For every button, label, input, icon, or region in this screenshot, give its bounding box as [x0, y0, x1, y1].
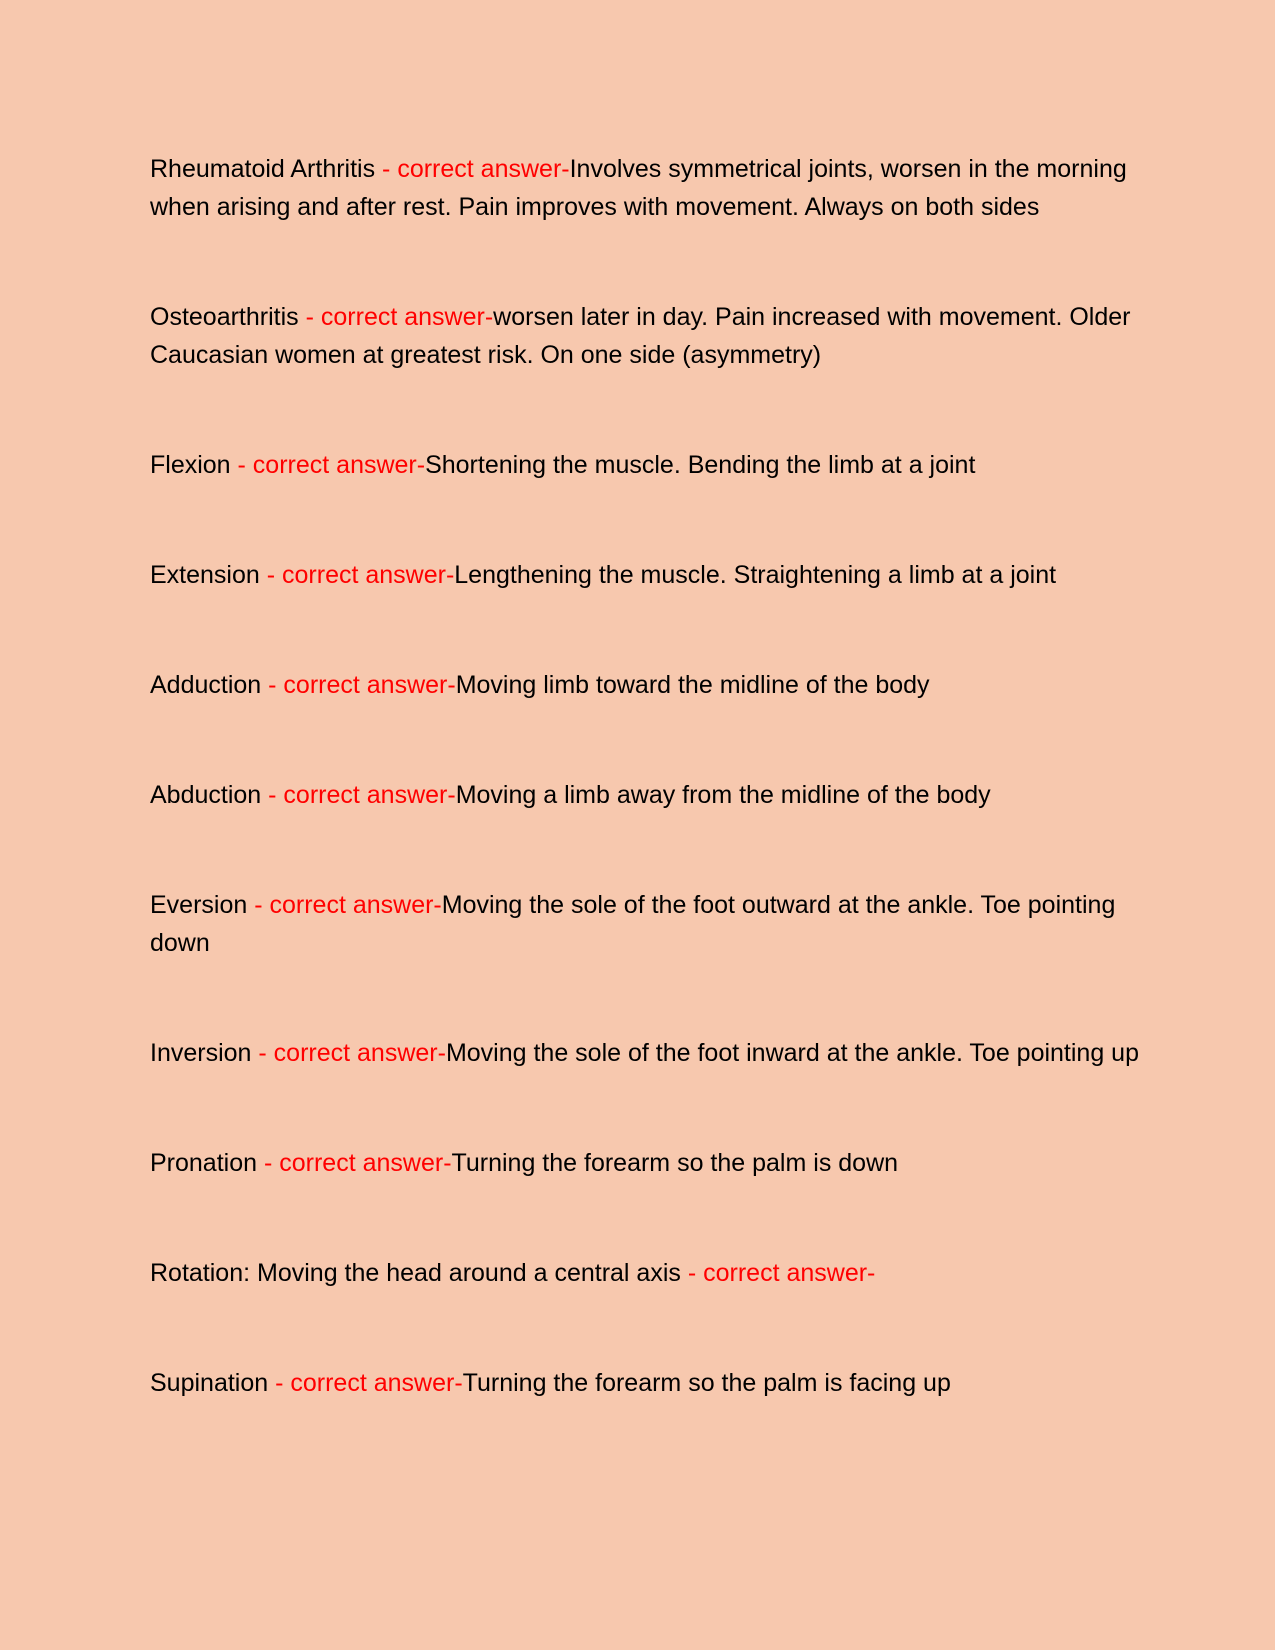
qa-entry-extension: [150, 556, 1140, 594]
entry-term: Inversion: [150, 1039, 252, 1067]
document-page: [150, 150, 1140, 1402]
qa-entry-adduction: [150, 666, 1140, 704]
correct-answer-marker: - correct answer-: [375, 155, 570, 183]
qa-entry-rheumatoid-arthritis: [150, 150, 1140, 226]
correct-answer-marker: - correct answer-: [298, 303, 494, 331]
qa-entry-osteoarthritis: [150, 298, 1140, 374]
entry-term: Adduction: [150, 671, 262, 699]
entry-answer: Turning the forearm so the palm is down: [451, 1149, 899, 1177]
correct-answer-marker: - correct answer-: [268, 1369, 463, 1397]
entry-term: Eversion: [150, 891, 248, 919]
correct-answer-marker: - correct answer-: [261, 781, 456, 809]
entry-answer: Moving limb toward the midline of the body: [455, 671, 930, 699]
entry-term: Pronation: [150, 1149, 258, 1177]
entry-answer: Lengthening the muscle. Straightening a limb at a joint: [454, 561, 1057, 589]
qa-entry-inversion: [150, 1034, 1140, 1072]
correct-answer-marker: - correct answer-: [261, 671, 456, 699]
entry-answer: Moving a limb away from the midline of the body: [455, 781, 991, 809]
qa-entry-rotation: [150, 1254, 1140, 1292]
qa-entry-supination: [150, 1364, 1140, 1402]
entry-term: Extension: [150, 561, 260, 589]
qa-entry-abduction: [150, 776, 1140, 814]
correct-answer-marker: - correct answer-: [251, 1039, 446, 1067]
entry-term: Supination: [150, 1369, 269, 1397]
correct-answer-marker: - correct answer-: [230, 451, 426, 479]
entry-answer: Shortening the muscle. Bending the limb at a joint: [425, 451, 976, 479]
correct-answer-marker: - correct answer-: [247, 891, 442, 919]
entry-answer: Moving the sole of the foot outward at the ankle. Toe pointing down: [150, 891, 1116, 957]
qa-entry-pronation: [150, 1144, 1140, 1182]
entry-term: Rotation: Moving the head around a central axis: [150, 1259, 681, 1287]
entry-answer: Turning the forearm so the palm is facing up: [462, 1369, 951, 1397]
entry-answer: Involves symmetrical joints, worsen in the morning when arising and after rest. Pain improves with movement. Always on both sides: [150, 155, 1127, 221]
entry-term: Rheumatoid Arthritis: [150, 155, 376, 183]
correct-answer-marker: - correct answer-: [257, 1149, 452, 1177]
qa-entry-flexion: [150, 446, 1140, 484]
entry-term: Abduction: [150, 781, 262, 809]
entry-answer: Moving the sole of the foot inward at the ankle. Toe pointing up: [445, 1039, 1139, 1067]
entry-answer: worsen later in day. Pain increased with movement. Older Caucasian women at greatest risk. On one side (asymmetry): [150, 303, 1131, 369]
entry-term: Osteoarthritis: [150, 303, 299, 331]
correct-answer-marker: - correct answer-: [680, 1259, 876, 1287]
qa-entry-eversion: [150, 886, 1140, 962]
entry-term: Flexion: [150, 451, 231, 479]
correct-answer-marker: - correct answer-: [259, 561, 455, 589]
